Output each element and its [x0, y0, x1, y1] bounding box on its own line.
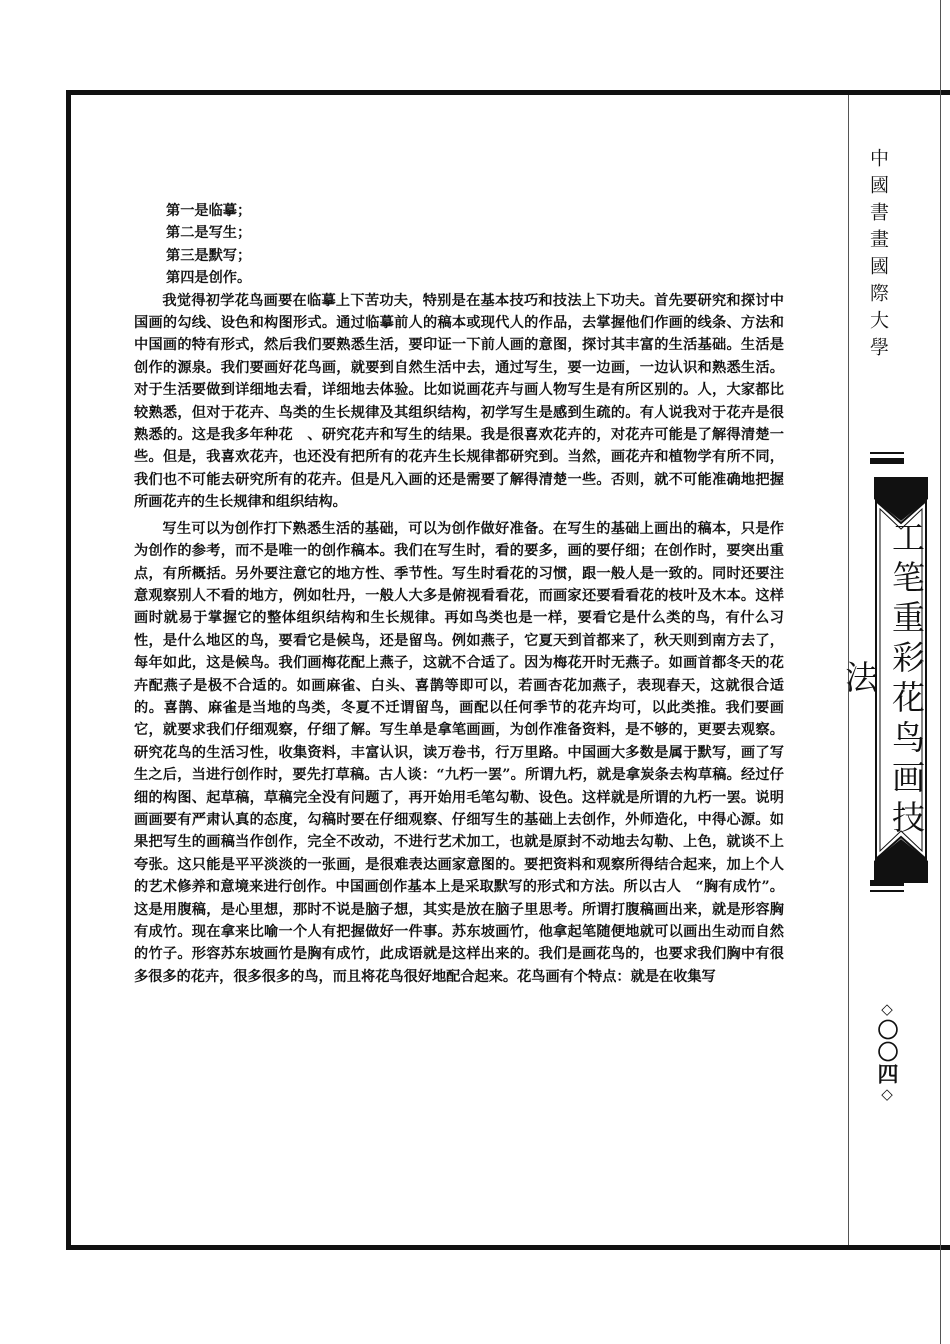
diamond-bottom-icon: ◇: [878, 1085, 896, 1104]
steps-list: [134, 200, 784, 290]
page-number-block: [862, 1000, 902, 1104]
title-bar-top-thick: [870, 458, 904, 464]
title-bar-bottom-thin: [870, 890, 904, 892]
main-text: [134, 200, 784, 988]
paragraph-1: 我觉得初学花鸟画要在临摹上下苦功夫，特别是在基本技巧和技法上下功夫。首先要研究和探讨中国画的勾线、设色和构图形式。通过临摹前人的稿本或现代人的作品，去掌握他们作画的线条、方法和中国画的特有形式，然后我们要熟悉生活，要印证一下前人画的意图，探讨其丰富的生活基础。生活是创作的源泉。我们要画好花鸟画，就要到自然生活中去，通过写生，要一边画，一边认识和熟悉生活。对于生活要做到详细地去看，详细地去体验。比如说画花卉与画人物写生是有所区别的。人，大家都比较熟悉，但对于花卉、鸟类的生长规律及其组织结构，初学写生是感到生疏的。有人说我对于花卉是很熟悉的。这是我多年种花 、研究花卉和写生的结果。我是很喜欢花卉的，对花卉可能是了解得清楚一些。但是，我喜欢花卉，也还没有把所有的花卉生长规律都研究到。当然，画花卉和植物学有所不同，我们也不可能去研究所有的花卉。但是凡入画的还是需要了解得清楚一些。否则，就不可能准确地把握所画花卉的生长规律和组织结构。: [134, 292, 784, 511]
step-3: 第三是默写；: [166, 247, 252, 264]
step-4: 第四是创作。: [166, 270, 252, 287]
series-title: 中國書畫國際大學: [867, 148, 889, 364]
frame-left-border: [66, 90, 71, 1250]
page-edge-rule: [940, 0, 941, 1344]
book-title-panel: [840, 475, 930, 885]
frame-top-border: [66, 90, 950, 95]
diamond-top-icon: ◇: [878, 1000, 896, 1019]
title-bar-top-thin: [870, 452, 904, 454]
step-2: 第二是写生；: [166, 225, 252, 242]
page-number: 〇〇四: [875, 1019, 899, 1085]
book-title: 工笔重彩花鸟画技法: [840, 520, 926, 840]
frame-bottom-border: [66, 1245, 950, 1250]
title-bar-bottom-thick: [870, 880, 904, 886]
paragraph-2: 写生可以为创作打下熟悉生活的基础，可以为创作做好准备。在写生的基础上画出的稿本，只是作为创作的参考，而不是唯一的创作稿本。我们在写生时，看的要多，画的要仔细；在创作时，要突出重点，有所概括。另外要注意它的地方性、季节性。写生时看花的习惯，跟一般人是一致的。同时还要注意观察别人不看的地方，例如牡丹，一般人大多是俯视看看花，而画家还要看看花的枝叶及木本。这样画时就易于掌握它的整体组织结构和生长规律。再如鸟类也是一样，要看它是什么类的鸟，有什么习性，是什么地区的鸟，要看它是候鸟，还是留鸟。例如燕子，它夏天到首都来了，秋天则到南方去了，每年如此，这是候鸟。我们画梅花配上燕子，这就不合适了。因为梅花开时无燕子。如画首都冬天的花卉配燕子是极不合适的。如画麻雀、白头、喜鹊等即可以，若画杏花加燕子，表现春天，这就很合适的。喜鹊、麻雀是当地的鸟类，冬夏不迁谓留鸟，画配以任何季节的花卉均可，以此类推。我们要画它，就要求我们仔细观察，仔细了解。写生单是拿笔画画，为创作准备资料，是不够的，更要去观察。研究花鸟的生活习性，收集资料，丰富认识，读万卷书，行万里路。中国画大多数是属于默写，画了写生之后，当进行创作时，要先打草稿。古人谈：“九朽一罢”。所谓九朽，就是拿炭条去构草稿。经过仔细的构图、起草稿，草稿完全没有问题了，再开始用毛笔勾勒、设色。这样就是所谓的九朽一罢。说明画画要有严肃认真的态度，勾稿时要在仔细观察、仔细写生的基础上去创作，外师造化，中得心源。如果把写生的画稿当作创作，完全不改动，不进行艺术加工，也就是原封不动地去勾勒、上色，就谈不上夸张。这只能是平平淡淡的一张画，是很难表达画家意图的。要把资料和观察所得结合起来，加上个人的艺术修养和意境来进行创作。中国画创作基本上是采取默写的形式和方法。所以古人 “胸有成竹”。这是用腹稿，是心里想，那时不说是脑子想，其实是放在脑子里思考。所谓打腹稿画出来，就是形容胸有成竹。现在拿来比喻一个人有把握做好一件事。苏东坡画竹，他拿起笔随便地就可以画出生动而自然的竹子。形容苏东坡画竹是胸有成竹，此成语就是这样出来的。我们是画花鸟的，也要求我们胸中有很多很多的花卉，很多很多的鸟，而且将花鸟很好地配合起来。花鸟画有个特点：就是在收集写: [134, 520, 784, 985]
step-1: 第一是临摹；: [166, 203, 252, 219]
